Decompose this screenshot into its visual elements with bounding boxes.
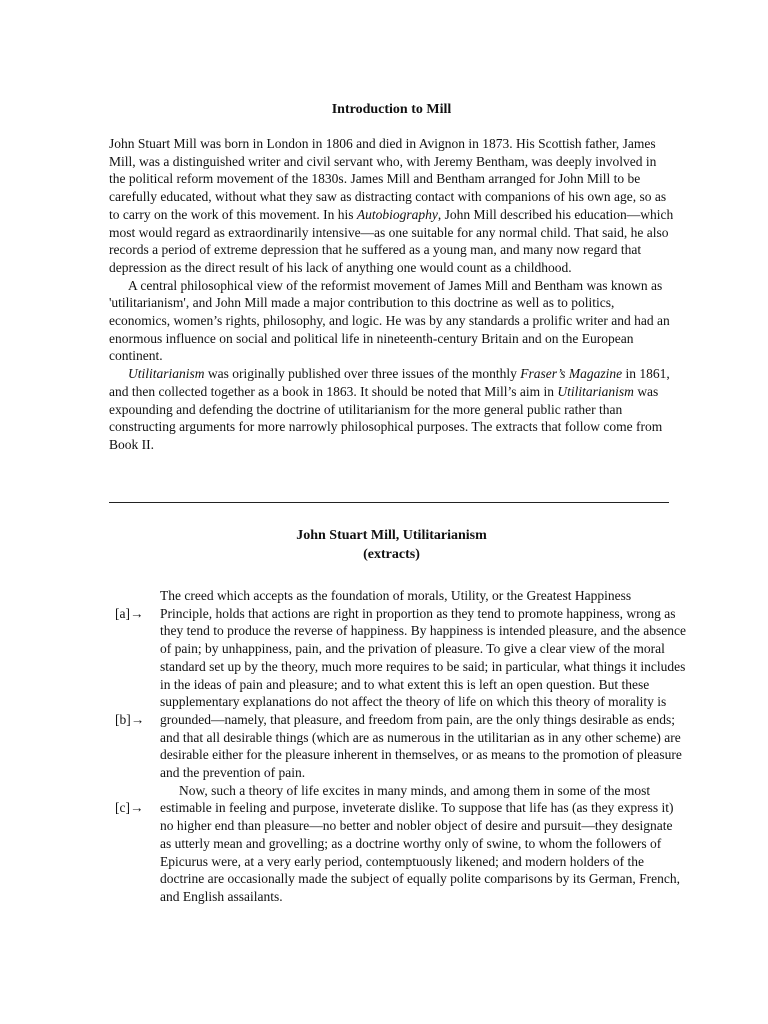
section-divider	[109, 502, 669, 503]
intro-p3-text-b: in 1861, and then collected together as a book in 1863. It should be noted that Mill’s aim in	[109, 366, 670, 399]
extract-paragraph-1: The creed which accepts as the foundation of morals, Utility, or the Greatest Happiness Principle, holds that actions are right in proportion as they tend to promote happiness, wrong as they tend to produce the reverse of happiness. By happiness is intended pleasure, and the absence of pain; by unhappiness, pain, and the privation of pleasure. To give a clear view of the moral standard set up by the theory, much more requires to be said; in particular, what things it includes in the ideas of pain and pleasure; and to what extent this is left an open question. But these supplementary explanations do not affect the theory of life on which this theory of morality is grounded—namely, that pleasure, and freedom from pain, are the only things desirable as ends; and that all desirable things (which are as numerous in the utilitarian as in any other scheme) are desirable either for the pleasure inherent in themselves, or as means to the promotion of pleasure and the prevention of pain.	[160, 588, 686, 781]
intro-p1-text: John Stuart Mill was born in London in 1806 and died in Avignon in 1873. His Scottish father, James Mill, was a distinguished writer and civil servant who, with Jeremy Bentham, was deeply involved in the political reform movement of the 1830s. James Mill and Bentham arranged for John Mill to be carefully educated, without what they saw as distracting contact with companions of his own age, so as to carry on the work of this movement. In his	[109, 136, 667, 222]
extract-subtitle: (extracts)	[363, 547, 420, 562]
margin-marker-a: [a]→	[115, 606, 144, 621]
margin-marker-c: [c]→	[115, 800, 144, 815]
autobiography-title: Autobiography	[356, 206, 438, 222]
margin-marker-b: [b]→	[115, 712, 145, 727]
intro-p3-text-a: was originally published over three issues of the monthly	[204, 366, 521, 382]
intro-p1-rest: , John Mill described his education—which most would regard as extraordinarily intensive—as one suitable for any normal child. That said, he also records a period of extreme depression that he suffered as a young man, and many now regard that depression as the direct result of his lack of anything one would count as a childhood.	[109, 206, 674, 275]
extract-paragraph-2: Now, such a theory of life excites in many minds, and among them in some of the most estimable in feeling and purpose, inveterate dislike. To suppose that life has (as they express it) no higher end than pleasure—no better and nobler object of desire and pursuit—they designate as utterly mean and grovelling; as a doctrine worthy only of swine, to whom the followers of Epicurus were, at a very early period, contemptuously likened; and modern holders of the doctrine are occasionally made the subject of equally polite comparisons by its German, French, and English assailants.	[160, 782, 680, 904]
extract-body	[160, 587, 686, 906]
frasers-magazine-title: Fraser’s Magazine	[520, 366, 623, 382]
intro-p3-text-c: was expounding and defending the doctrine of utilitarianism for the more general public rather than constructing arguments for more narrowly philosophical purposes. The extracts that follow come from Book II.	[109, 383, 663, 452]
intro-body	[109, 135, 675, 454]
intro-paragraph-1	[109, 135, 675, 277]
utilitarianism-title-2: Utilitarianism	[557, 383, 634, 399]
extract-heading	[0, 526, 768, 564]
extract-title: John Stuart Mill, Utilitarianism	[296, 528, 487, 543]
intro-title: Introduction to Mill	[331, 102, 452, 117]
utilitarianism-title-1: Utilitarianism	[128, 366, 205, 382]
intro-paragraph-3	[109, 365, 675, 454]
intro-paragraph-2: A central philosophical view of the reformist movement of James Mill and Bentham was known as 'utilitarianism', and John Mill made a major contribution to this doctrine as well as to politics, economics, women’s rights, philosophy, and logic. He was by any standards a prolific writer and had an enormous influence on social and political life in nineteenth-century Britain and on the European continent.	[109, 277, 670, 364]
